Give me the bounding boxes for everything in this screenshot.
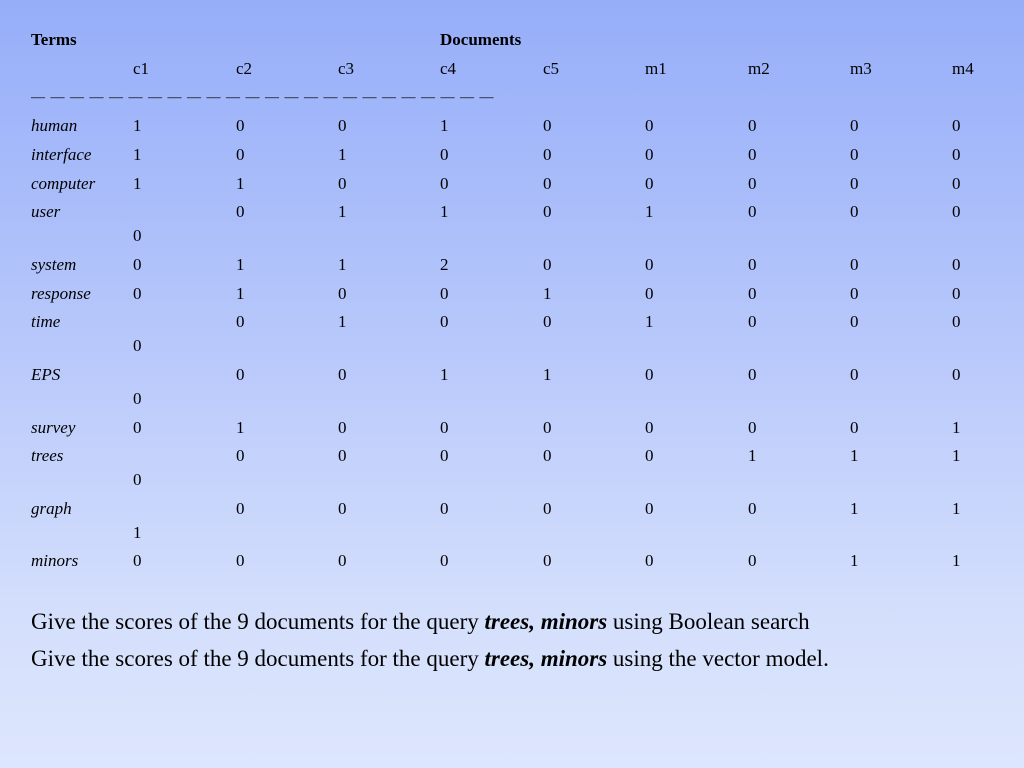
- table-cell: 1: [133, 116, 142, 135]
- column-header-c4: c4: [440, 59, 457, 78]
- table-cell: 1: [133, 145, 142, 164]
- table-cell: 0: [952, 255, 961, 274]
- question-1-after: using Boolean search: [607, 609, 810, 634]
- table-cell: 0: [133, 389, 142, 408]
- table-cell: 0: [133, 336, 142, 355]
- column-header-m4: m4: [952, 59, 974, 78]
- table-cell: 0: [236, 312, 245, 331]
- table-cell: 0: [645, 551, 654, 570]
- table-cell: 0: [338, 551, 347, 570]
- table-cell: 1: [440, 202, 449, 221]
- table-cell: 0: [236, 365, 245, 384]
- table-cell: 0: [543, 174, 552, 193]
- separator-line: — — — — — — — — — — — — — — — — — — — — — — — —: [31, 90, 495, 105]
- table-cell: 0: [748, 255, 757, 274]
- table-cell: 0: [543, 551, 552, 570]
- table-cell: 0: [952, 174, 961, 193]
- table-cell: 0: [645, 145, 654, 164]
- table-cell: 0: [748, 116, 757, 135]
- term-label-system: system: [31, 255, 77, 274]
- table-cell: 0: [645, 418, 654, 437]
- term-label-eps: EPS: [31, 365, 61, 384]
- table-cell: 0: [440, 145, 449, 164]
- table-cell: 0: [338, 365, 347, 384]
- table-cell: 1: [338, 202, 347, 221]
- table-cell: 0: [236, 202, 245, 221]
- table-cell: 0: [748, 145, 757, 164]
- question-1-query: trees, minors: [484, 609, 608, 634]
- table-cell: 0: [645, 365, 654, 384]
- table-cell: 1: [133, 523, 142, 542]
- table-cell: 0: [440, 312, 449, 331]
- table-cell: 0: [133, 470, 142, 489]
- table-cell: 1: [850, 446, 859, 465]
- question-2: [31, 645, 829, 673]
- table-cell: 0: [850, 145, 859, 164]
- table-cell: 1: [543, 365, 552, 384]
- table-cell: 1: [236, 255, 245, 274]
- column-header-c1: c1: [133, 59, 150, 78]
- table-cell: 0: [645, 255, 654, 274]
- table-cell: 0: [748, 174, 757, 193]
- table-cell: 1: [236, 284, 245, 303]
- table-cell: 0: [952, 284, 961, 303]
- column-header-c2: c2: [236, 59, 253, 78]
- table-cell: 0: [543, 145, 552, 164]
- table-cell: 0: [543, 418, 552, 437]
- question-2-after: using the vector model.: [607, 646, 829, 671]
- term-label-survey: survey: [31, 418, 76, 437]
- table-cell: 0: [645, 284, 654, 303]
- table-cell: 0: [645, 116, 654, 135]
- table-cell: 0: [543, 202, 552, 221]
- term-label-trees: trees: [31, 446, 64, 465]
- term-label-interface: interface: [31, 145, 92, 164]
- table-cell: 0: [543, 446, 552, 465]
- table-cell: 0: [748, 284, 757, 303]
- term-label-computer: computer: [31, 174, 96, 193]
- table-cell: 0: [236, 499, 245, 518]
- table-cell: 0: [543, 312, 552, 331]
- table-cell: 0: [748, 499, 757, 518]
- table-cell: 1: [440, 116, 449, 135]
- term-label-human: human: [31, 116, 78, 135]
- column-header-c3: c3: [338, 59, 355, 78]
- table-cell: 0: [338, 446, 347, 465]
- term-label-response: response: [31, 284, 91, 303]
- table-cell: 0: [338, 284, 347, 303]
- table-cell: 0: [748, 365, 757, 384]
- table-cell: 0: [133, 284, 142, 303]
- table-cell: 0: [338, 174, 347, 193]
- table-cell: 0: [645, 499, 654, 518]
- table-cell: 0: [850, 202, 859, 221]
- table-cell: 0: [850, 365, 859, 384]
- table-cell: 1: [850, 499, 859, 518]
- table-cell: 0: [748, 418, 757, 437]
- table-cell: 0: [850, 116, 859, 135]
- table-cell: 1: [952, 446, 961, 465]
- table-cell: 0: [748, 312, 757, 331]
- table-cell: 0: [440, 284, 449, 303]
- question-2-query: trees, minors: [484, 646, 608, 671]
- table-cell: 0: [850, 255, 859, 274]
- term-label-minors: minors: [31, 551, 79, 570]
- table-cell: 0: [952, 202, 961, 221]
- question-1-before: Give the scores of the 9 documents for the query: [31, 609, 485, 634]
- table-cell: 0: [440, 174, 449, 193]
- table-cell: 0: [543, 255, 552, 274]
- table-cell: 0: [440, 418, 449, 437]
- table-cell: 1: [133, 174, 142, 193]
- table-cell: 1: [645, 312, 654, 331]
- table-cell: 1: [748, 446, 757, 465]
- table-cell: 2: [440, 255, 449, 274]
- table-cell: 0: [236, 145, 245, 164]
- table-cell: 0: [133, 226, 142, 245]
- table-cell: 0: [952, 145, 961, 164]
- table-cell: 1: [338, 145, 347, 164]
- table-cell: 0: [338, 116, 347, 135]
- table-cell: 0: [645, 446, 654, 465]
- table-cell: 0: [952, 116, 961, 135]
- table-cell: 0: [133, 551, 142, 570]
- table-cell: 1: [338, 255, 347, 274]
- table-cell: 0: [543, 499, 552, 518]
- term-label-graph: graph: [31, 499, 72, 518]
- table-cell: 1: [440, 365, 449, 384]
- table-cell: 1: [952, 499, 961, 518]
- term-label-time: time: [31, 312, 61, 331]
- table-cell: 1: [236, 174, 245, 193]
- table-cell: 0: [236, 551, 245, 570]
- table-cell: 0: [440, 499, 449, 518]
- column-header-m1: m1: [645, 59, 667, 78]
- table-cell: 0: [952, 365, 961, 384]
- table-cell: 0: [440, 551, 449, 570]
- table-cell: 0: [440, 446, 449, 465]
- table-cell: 1: [850, 551, 859, 570]
- table-cell: 0: [748, 551, 757, 570]
- table-cell: 1: [952, 551, 961, 570]
- table-cell: 0: [133, 255, 142, 274]
- table-cell: 1: [236, 418, 245, 437]
- table-cell: 1: [645, 202, 654, 221]
- documents-header: Documents: [440, 30, 522, 49]
- table-cell: 0: [850, 312, 859, 331]
- column-header-c5: c5: [543, 59, 560, 78]
- table-cell: 0: [338, 499, 347, 518]
- column-header-m3: m3: [850, 59, 872, 78]
- table-cell: 0: [952, 312, 961, 331]
- table-cell: 0: [645, 174, 654, 193]
- table-cell: 0: [133, 418, 142, 437]
- question-2-before: Give the scores of the 9 documents for the query: [31, 646, 485, 671]
- table-cell: 0: [850, 418, 859, 437]
- term-label-user: user: [31, 202, 61, 221]
- table-cell: 0: [236, 446, 245, 465]
- table-cell: 0: [850, 284, 859, 303]
- table-cell: 0: [338, 418, 347, 437]
- table-cell: 0: [236, 116, 245, 135]
- terms-header: Terms: [31, 30, 77, 49]
- table-cell: 1: [338, 312, 347, 331]
- table-cell: 1: [543, 284, 552, 303]
- question-1: [31, 608, 810, 636]
- table-cell: 0: [748, 202, 757, 221]
- column-header-m2: m2: [748, 59, 770, 78]
- table-cell: 0: [543, 116, 552, 135]
- table-cell: 1: [952, 418, 961, 437]
- table-cell: 0: [850, 174, 859, 193]
